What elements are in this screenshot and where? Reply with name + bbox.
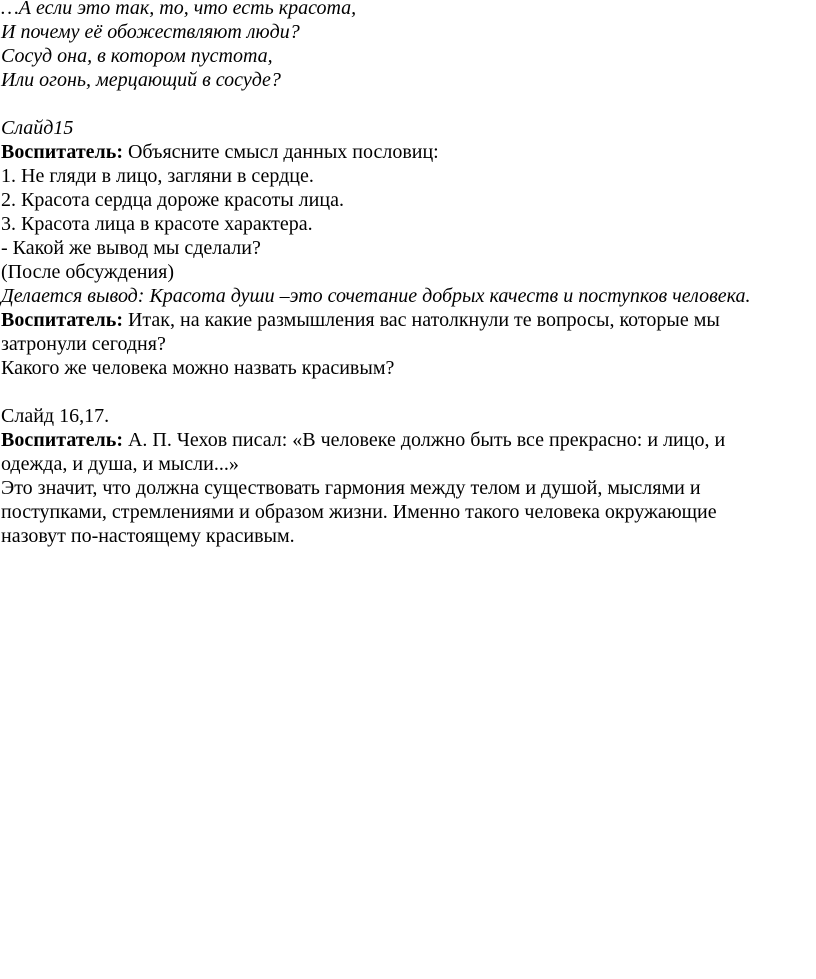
explanation-line: поступками, стремлениями и образом жизни. Именно такого человека окружающие (1, 501, 717, 523)
reflection-text: Итак, на какие размышления вас натолкнули те вопросы, которые мы (122, 309, 720, 331)
quote-continuation: одежда, и душа, и мысли...» (1, 453, 239, 475)
speaker-label: Воспитатель: (1, 309, 123, 331)
reflection-continuation: затронули сегодня? (1, 333, 166, 355)
final-question: Какого же человека можно назвать красивым? (1, 357, 395, 379)
proverb-item: 2. Красота сердца дороже красоты лица. (1, 189, 344, 211)
spacer (1, 380, 801, 404)
proverb-item: 1. Не гляди в лицо, загляни в сердце. (1, 165, 314, 187)
spacer (1, 92, 801, 116)
teacher-prompt (1, 140, 801, 164)
poem-line: Сосуд она, в котором пустота, (1, 45, 273, 67)
explanation-line: Это значит, что должна существовать гармония между телом и душой, мыслями и (1, 477, 701, 499)
document-body (1, 0, 801, 548)
speaker-label: Воспитатель: (1, 141, 123, 163)
quote-text: А. П. Чехов писал: «В человеке должно быть все прекрасно: и лицо, и (122, 429, 726, 451)
poem-line: …А если это так, то, что есть красота, (1, 0, 357, 19)
conclusion-text: Делается вывод: Красота души –это сочетание добрых качеств и поступков человека. (1, 285, 751, 307)
poem-line: И почему её обожествляют люди? (1, 21, 300, 43)
teacher-reflection (1, 308, 801, 332)
slide-16-heading: Слайд 16,17. (1, 405, 110, 427)
conclusion-question: - Какой же вывод мы сделали? (1, 237, 261, 259)
prompt-text: Объясните смысл данных пословиц: (122, 141, 439, 163)
slide-15-heading: Слайд15 (1, 117, 74, 139)
poem-line: Или огонь, мерцающий в сосуде? (1, 69, 281, 91)
speaker-label: Воспитатель: (1, 429, 123, 451)
discussion-note: (После обсуждения) (1, 261, 174, 283)
explanation-line: назовут по-настоящему красивым. (1, 525, 295, 547)
proverb-item: 3. Красота лица в красоте характера. (1, 213, 313, 235)
teacher-quote (1, 428, 801, 452)
